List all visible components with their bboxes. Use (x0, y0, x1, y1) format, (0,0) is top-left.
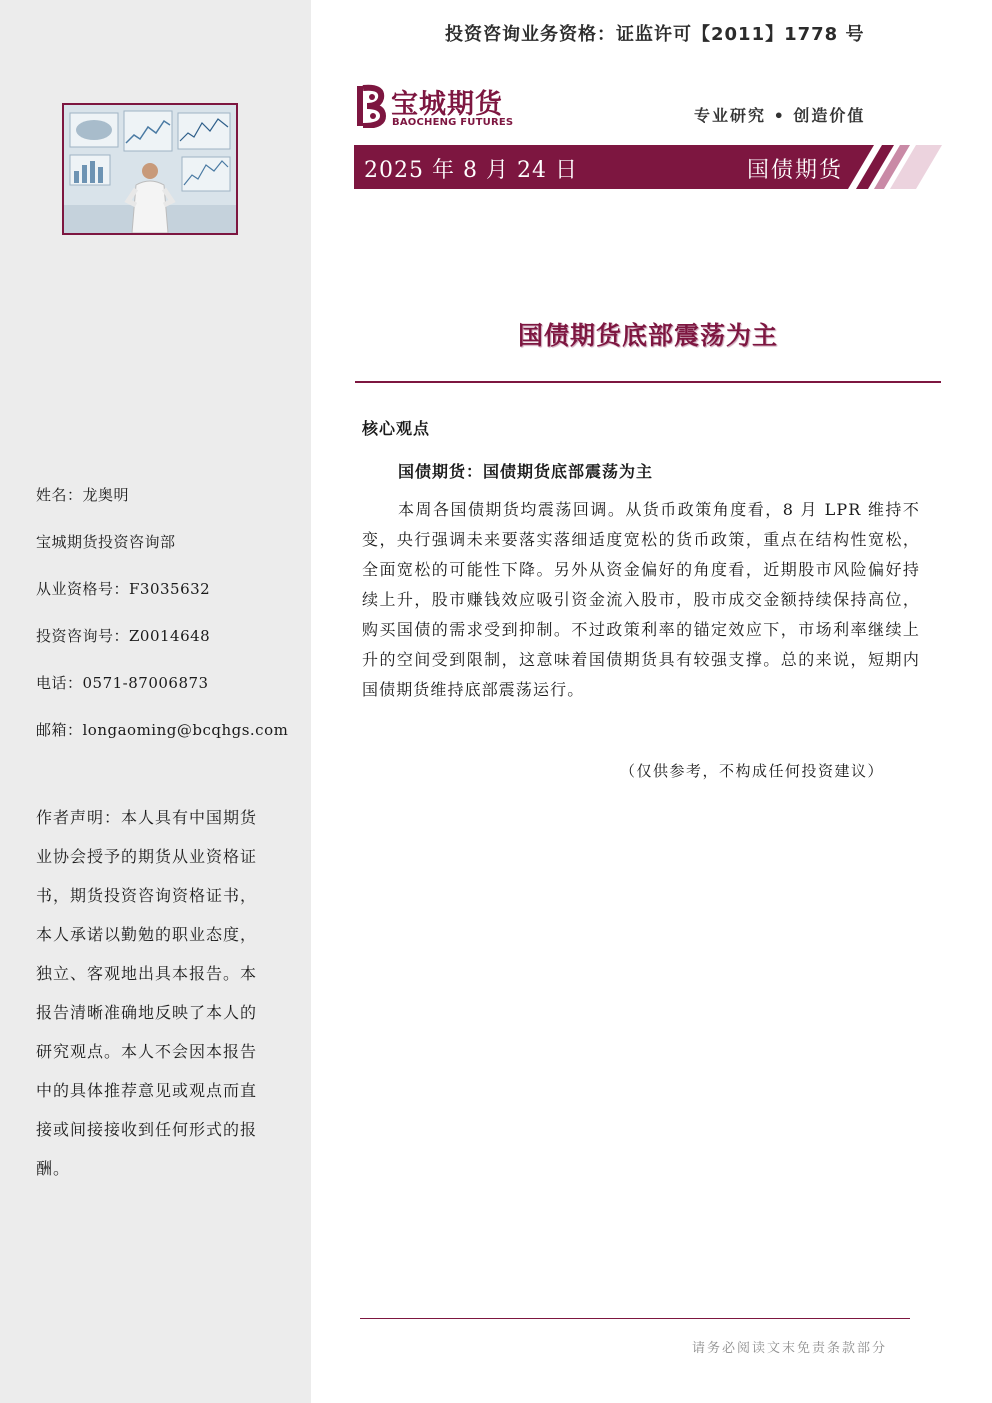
logo-text-cn: 宝城期货 (391, 89, 503, 120)
author-statement: 作者声明：本人具有中国期货业协会授予的期货从业资格证书，期货投资咨询资格证书，本人承诺以勤勉的职业态度，独立、客观地出具本报告。本报告清晰准确地反映了本人的研究观点。本人不会因本报告中的具体推荐意见或观点而直接或间接接收到任何形式的报酬。 (36, 808, 258, 1178)
date-banner (354, 145, 942, 189)
core-body-paragraph: 本周各国债期货均震荡回调。从货币政策角度看，8 月 LPR 维持不变，央行强调未来要落实落细适度宽松的货币政策，重点在结构性宽松，全面宽松的可能性下降。另外从资金偏好的角度看，近期股市风险偏好持续上升，股市赚钱效应吸引资金流入股市，股市成交金额持续保持高位，购买国债的需求受到抑制。不过政策利率的锚定效应下，市场利率继续上升的空间受到限制，这意味着国债期货具有较强支撑。总的来说，短期内国债期货维持底部震荡运行。 (362, 500, 920, 699)
practice-qualification-number: 从业资格号：F3035632 (36, 580, 211, 598)
report-category: 国债期货 (747, 158, 844, 183)
company-logo (355, 84, 535, 132)
report-title: 国债期货底部震荡为主 (517, 321, 778, 350)
author-email[interactable]: 邮箱：longaoming@bcqhgs.com (36, 721, 289, 739)
sidebar (0, 0, 311, 1403)
advisory-number: 投资咨询号：Z0014648 (36, 627, 211, 645)
cover-photo (62, 103, 238, 235)
author-name: 姓名：龙奥明 (36, 486, 130, 504)
baocheng-logo-icon (355, 84, 387, 128)
author-contact (36, 472, 296, 754)
qualification-line: 投资咨询业务资格：证监许可【2011】1778 号 (445, 24, 865, 45)
title-divider (355, 381, 941, 383)
logo-text-en: BAOCHENG FUTURES (392, 117, 514, 128)
footer-note: 请务必阅读文末免责条款部分 (692, 1341, 888, 1356)
core-subheading: 国债期货：国债期货底部震荡为主 (398, 462, 654, 481)
slogan: 专业研究 • 创造价值 (694, 106, 866, 125)
report-date: 2025 年 8 月 24 日 (364, 158, 578, 183)
footer-divider (360, 1318, 910, 1319)
author-department: 宝城期货投资咨询部 (36, 533, 176, 551)
author-phone: 电话：0571-87006873 (36, 674, 209, 692)
core-heading: 核心观点 (362, 419, 431, 438)
analyst-chart-wall-image (64, 105, 236, 233)
reference-disclaimer: （仅供参考，不构成任何投资建议） (620, 762, 885, 780)
